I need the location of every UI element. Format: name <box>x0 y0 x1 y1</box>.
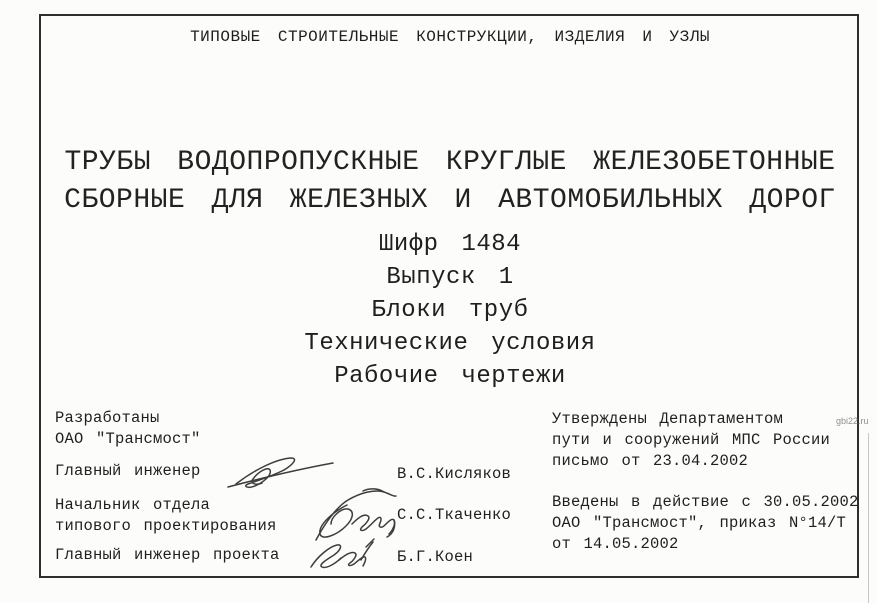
approved-line-2: пути и сооружений МПС России <box>552 431 831 449</box>
approved-line-3: письмо от 23.04.2002 <box>552 452 749 470</box>
series-header: ТИПОВЫЕ СТРОИТЕЛЬНЫЕ КОНСТРУКЦИИ, ИЗДЕЛИЯ И УЗЛЫ <box>190 28 710 46</box>
role-chief-engineer: Главный инженер <box>55 462 201 480</box>
document-subtitle <box>39 228 861 393</box>
title-line-2: СБОРНЫЕ ДЛЯ ЖЕЛЕЗНЫХ И АВТОМОБИЛЬНЫХ ДОРОГ <box>64 185 836 216</box>
title-line-1: ТРУБЫ ВОДОПРОПУСКНЫЕ КРУГЛЫЕ ЖЕЛЕЗОБЕТОННЫЕ <box>64 147 836 178</box>
document-title <box>39 144 861 220</box>
role-project-chief-engineer: Главный инженер проекта <box>55 546 280 564</box>
developed-line-1: Разработаны <box>55 409 160 427</box>
name-koen: Б.Г.Коен <box>397 548 474 566</box>
name-tkachenko: С.С.Ткаченко <box>397 506 512 524</box>
approved-line-1: Утверждены Департаментом <box>552 410 784 428</box>
scan-edge-artifact <box>868 433 869 603</box>
role-dept-head-line-1: Начальник отдела <box>55 496 211 514</box>
subtitle-issue: Выпуск 1 <box>386 264 514 291</box>
name-kislyakov: В.С.Кисляков <box>397 465 512 483</box>
site-watermark: gbi22.ru <box>836 416 869 426</box>
developed-line-2: ОАО "Трансмост" <box>55 430 201 448</box>
enacted-line-2: ОАО "Трансмост", приказ N°14/Т <box>552 514 847 532</box>
subtitle-cipher: Шифр 1484 <box>378 231 522 258</box>
subtitle-specs: Технические условия <box>304 330 596 357</box>
subtitle-subject: Блоки труб <box>371 297 529 324</box>
enacted-line-3: от 14.05.2002 <box>552 535 679 553</box>
enacted-line-1: Введены в действие с 30.05.2002 <box>552 493 859 511</box>
role-dept-head-line-2: типового проектирования <box>55 517 277 535</box>
subtitle-drawings: Рабочие чертежи <box>334 363 566 390</box>
